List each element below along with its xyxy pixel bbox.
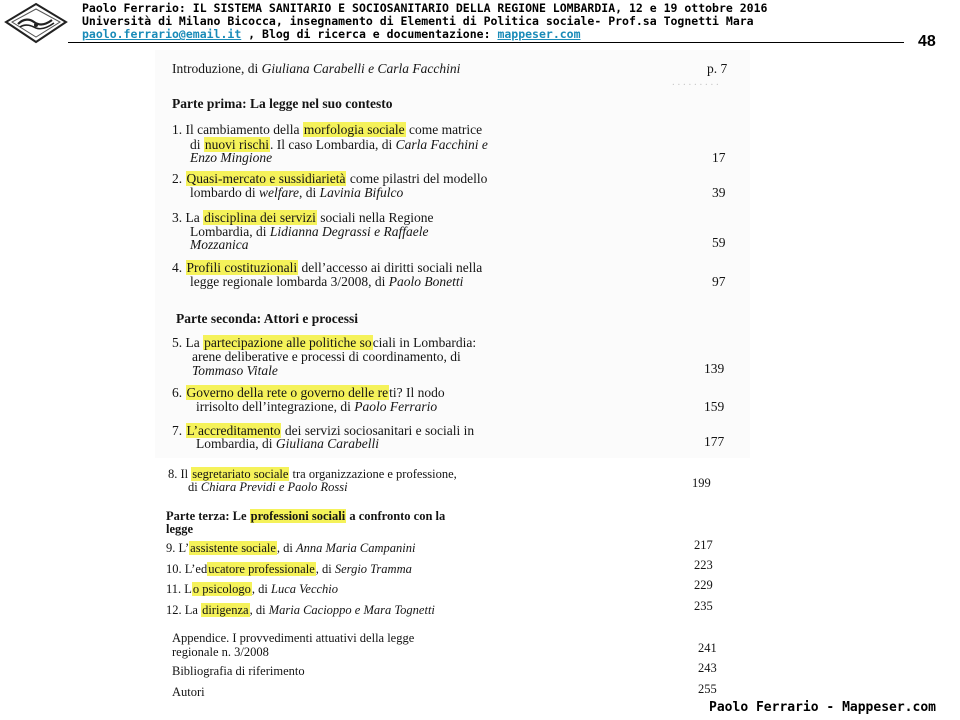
toc-page: 199 <box>692 476 711 490</box>
toc-chapter-9: 9. L’assistente sociale, di Anna Maria Campanini <box>166 541 416 555</box>
toc-page: 217 <box>694 538 713 552</box>
toc-page: 255 <box>698 682 717 696</box>
page-number: 48 <box>918 33 936 50</box>
highlight: dirigenza <box>202 603 249 617</box>
toc-page: 223 <box>694 558 713 572</box>
highlight: segretariato sociale <box>192 467 289 481</box>
toc-page: 97 <box>712 274 726 289</box>
highlight: ucatore professionale <box>208 562 315 576</box>
toc-bibliography: Bibliografia di riferimento <box>172 664 305 678</box>
toc-page: 229 <box>694 578 713 592</box>
toc-page: 177 <box>704 434 725 449</box>
highlight: o psicologo <box>192 582 251 596</box>
highlight: Quasi-mercato e sussidiarietà <box>186 171 346 186</box>
toc-part-heading: Parte seconda: Attori e processi <box>176 311 358 326</box>
highlight: partecipazione alle politiche so <box>204 335 372 350</box>
slide-header <box>82 2 852 41</box>
toc-page: 59 <box>712 235 726 250</box>
header-title: Paolo Ferrario: IL SISTEMA SANITARIO E SOCIOSANITARIO DELLA REGIONE LOMBARDIA, 12 e 19 ottobre 2016 <box>82 1 768 15</box>
toc-page: 235 <box>694 599 713 613</box>
toc-page: p. 7 <box>707 61 728 76</box>
toc-page: 139 <box>704 361 725 376</box>
toc-appendix: Appendice. I provvedimenti attuativi della legge <box>172 631 415 645</box>
toc-page: 241 <box>698 641 717 655</box>
handshake-logo <box>4 2 68 44</box>
toc-chapter-6: 6. Governo della rete o governo delle reti? Il nodo <box>172 385 445 400</box>
toc-chapter-12: 12. La dirigenza, di Maria Cacioppo e Mara Tognetti <box>166 603 435 617</box>
header-divider <box>68 42 904 43</box>
blog-link[interactable]: mappeser.com <box>497 27 581 41</box>
email-link[interactable]: paolo.ferrario@email.it <box>82 27 242 41</box>
toc-intro: Introduzione, di Giuliana Carabelli e Carla Facchini <box>172 61 461 76</box>
header-blog-label: , Blog di ricerca e documentazione: <box>241 27 498 41</box>
footer-credit: Paolo Ferrario - Mappeser.com <box>709 700 936 715</box>
toc-chapter-8: 8. Il segretariato sociale tra organizzazione e professione, <box>168 467 457 481</box>
highlight: assistente sociale <box>190 541 276 555</box>
toc-authors: Autori <box>172 685 205 699</box>
toc-chapter-10: 10. L’educatore professionale, di Sergio Tramma <box>166 562 412 576</box>
toc-page: 17 <box>712 150 726 165</box>
toc-chapter-11: 11. Lo psicologo, di Luca Vecchio <box>166 582 339 596</box>
highlight: morfologia sociale <box>303 122 405 137</box>
toc-page: 159 <box>704 399 725 414</box>
highlight: professioni sociali <box>250 509 346 523</box>
toc-chapter-2: 2. Quasi-mercato e sussidiarietà come pilastri del modello <box>172 171 488 186</box>
highlight: Profili costituzionali <box>186 260 298 275</box>
toc-chapter-3: 3. La disciplina dei servizi sociali nella Regione <box>172 210 434 225</box>
toc-chapter-7: 7. L’accreditamento dei servizi sociosanitari e sociali in <box>172 423 475 438</box>
highlight: L’accreditamento <box>186 423 281 438</box>
toc-chapter-1: 1. Il cambiamento della morfologia sociale come matrice <box>172 122 483 137</box>
bleed-through-text: . . . . . . . . . <box>672 76 719 88</box>
toc-part-heading: Parte terza: Le professioni sociali a confronto con la <box>166 509 446 523</box>
highlight: nuovi rischi <box>204 137 270 152</box>
header-links <box>82 28 852 41</box>
toc-part-heading: Parte prima: La legge nel suo contesto <box>172 96 393 111</box>
toc-chapter-4: 4. Profili costituzionali dell’accesso ai diritti sociali nella <box>172 260 483 275</box>
highlight: Governo della rete o governo delle re <box>186 385 389 400</box>
toc-chapter-5: 5. La partecipazione alle politiche sociali in Lombardia: <box>172 335 477 350</box>
toc-page: 243 <box>698 661 717 675</box>
highlight: disciplina dei servizi <box>204 210 316 225</box>
toc-page: 39 <box>712 185 726 200</box>
header-university: Università di Milano Bicocca, insegnamento di Elementi di Politica sociale- Prof.sa Tognetti Mara <box>82 14 754 28</box>
